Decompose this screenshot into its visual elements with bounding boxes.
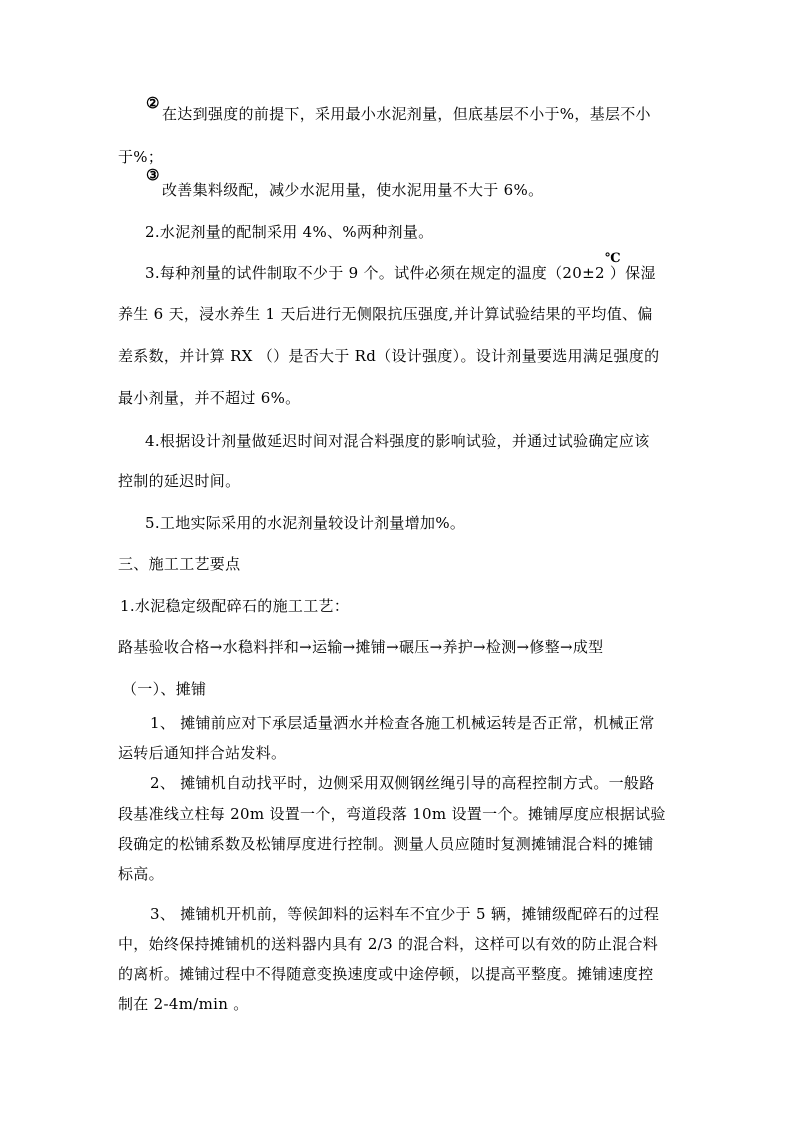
text-line-5: 3.每种剂量的试件制取不少于 9 个。试件必须在规定的温度（20±2 ）保湿 (145, 264, 656, 282)
text-line-20: 段确定的松铺系数及松铺厚度进行控制。测量人员应随时复测摊铺混合料的摊铺 (118, 835, 654, 853)
text-line-16: 1、 摊铺前应对下承层适量洒水并检查各施工机械运转是否正常，机械正常 (150, 714, 655, 732)
text-line-4: 2.水泥剂量的配制采用 4%、%两种剂量。 (145, 223, 434, 241)
text-line-19: 段基准线立柱每 20m 设置一个，弯道段落 10m 设置一个。摊铺厚度应根据试验 (118, 805, 666, 823)
section-heading-construction: 三、施工工艺要点 (118, 555, 241, 573)
text-line-13: 1.水泥稳定级配碎石的施工工艺： (120, 597, 350, 615)
text-line-11: 5.工地实际采用的水泥剂量较设计剂量增加%。 (145, 514, 466, 532)
circled-marker-2: ② (146, 94, 160, 112)
text-line-18: 2、 摊铺机自动找平时，边侧采用双侧钢丝绳引导的高程控制方式。一般路 (150, 774, 655, 792)
text-line-23: 中，始终保持摊铺机的送料器内具有 2/3 的混合料，这样可以有效的防止混合料 (118, 935, 659, 953)
text-line-9: 4.根据设计剂量做延迟时间对混合料强度的影响试验，并通过试验确定应该 (145, 432, 650, 450)
text-line-10: 控制的延迟时间。 (118, 472, 241, 490)
text-line-25: 制在 2-4m/min 。 (118, 995, 249, 1013)
text-line-17: 运转后通知拌合站发料。 (118, 744, 287, 762)
text-line-8: 最小剂量，并不超过 6%。 (118, 389, 301, 407)
text-line-24: 的离析。摊铺过程中不得随意变换速度或中途停顿，以提高平整度。摊铺速度控 (118, 965, 654, 983)
text-line-21: 标高。 (118, 865, 164, 883)
circled-marker-3: ③ (146, 166, 160, 184)
text-line-7: 差系数，并计算 RX （）是否大于 Rd（设计强度）。设计剂量要选用满足强度的 (118, 347, 660, 365)
text-line-22: 3、 摊铺机开机前，等候卸料的运料车不宜少于 5 辆，摊铺级配碎石的过程 (150, 905, 660, 923)
text-line-2: 于%； (118, 148, 164, 166)
text-line-1: 在达到强度的前提下，采用最小水泥剂量，但底基层不小于%，基层不小 (162, 105, 651, 123)
process-flow-line: 路基验收合格→水稳料拌和→运输→摊铺→碾压→养护→检测→修整→成型 (118, 638, 604, 656)
text-line-3: 改善集料级配，减少水泥用量，使水泥用量不大于 6%。 (162, 181, 544, 199)
subsection-heading-paving: （一）、摊铺 (122, 680, 207, 698)
degree-celsius-symbol: ℃ (605, 251, 621, 266)
text-line-6: 养生 6 天，浸水养生 1 天后进行无侧限抗压强度,并计算试验结果的平均值、偏 (118, 305, 653, 323)
